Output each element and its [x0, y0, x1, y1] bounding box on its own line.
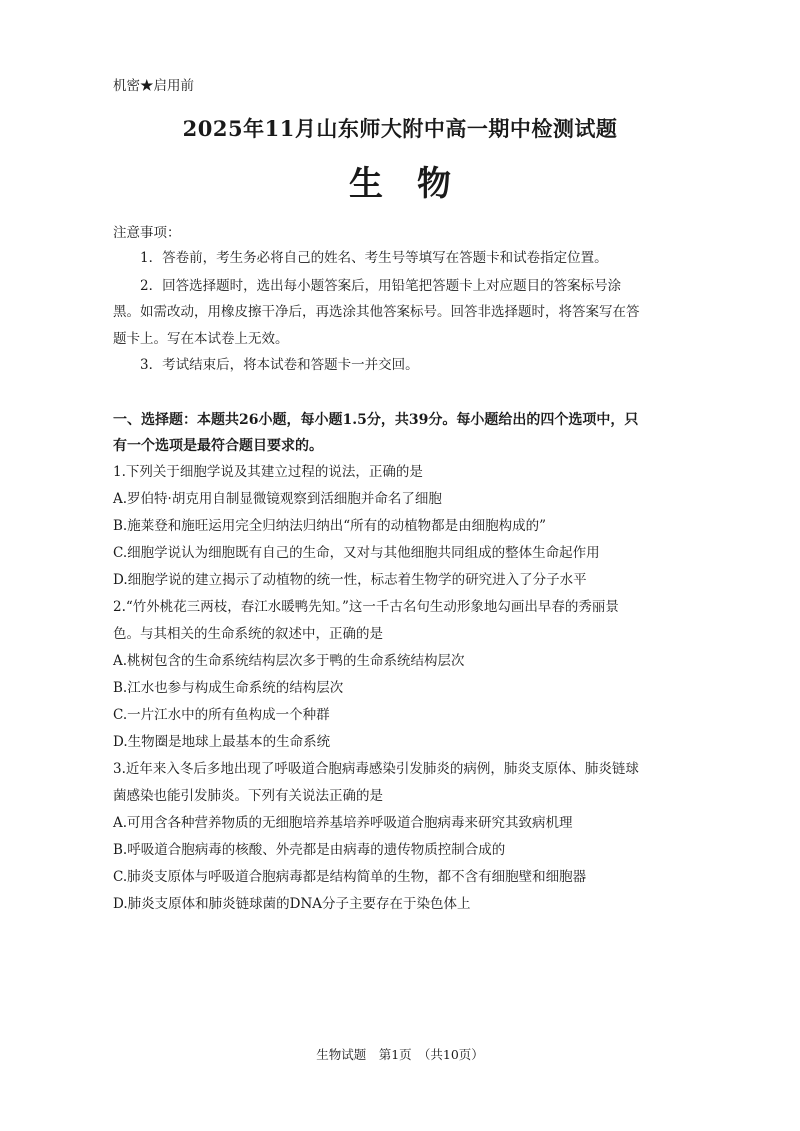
question-stem: 2.“竹外桃花三两枝，春江水暖鸭先知。”这一千古名句生动形象地勾画出早春的秀丽景: [113, 599, 619, 615]
section-heading: 一、选择题：本题共26小题，每小题1.5分，共39分。每小题给出的四个选项中，只: [113, 412, 639, 428]
notice-line: 3．考试结束后，将本试卷和答题卡一并交回。: [140, 357, 419, 373]
confidential-mark: 机密★启用前: [113, 78, 194, 94]
notice-line: 黑。如需改动，用橡皮擦干净后，再选涂其他答案标号。回答非选择题时，将答案写在答: [113, 304, 640, 320]
question-option: D.肺炎支原体和肺炎链球菌的DNA分子主要存在于染色体上: [113, 896, 471, 912]
notice-heading: 注意事项：: [113, 225, 181, 241]
question-option: C.细胞学说认为细胞既有自己的生命，又对与其他细胞共同组成的整体生命起作用: [113, 545, 600, 561]
exam-title: 2025年11月山东师大附中高一期中检测试题: [182, 116, 618, 141]
question-option: A.桃树包含的生命系统结构层次多于鸭的生命系统结构层次: [113, 653, 465, 669]
question-option: D.细胞学说的建立揭示了动植物的统一性，标志着生物学的研究进入了分子水平: [113, 572, 587, 588]
question-stem: 3.近年来入冬后多地出现了呼吸道合胞病毒感染引发肺炎的病例，肺炎支原体、肺炎链球: [113, 761, 639, 777]
question-stem: 1.下列关于细胞学说及其建立过程的说法，正确的是: [113, 464, 423, 480]
notice-line: 2．回答选择题时，选出每小题答案后，用铅笔把答题卡上对应题目的答案标号涂: [140, 278, 622, 294]
question-option: A.罗伯特·胡克用自制显微镜观察到活细胞并命名了细胞: [113, 491, 442, 507]
question-option: D.生物圈是地球上最基本的生命系统: [113, 734, 331, 750]
question-stem: 菌感染也能引发肺炎。下列有关说法正确的是: [113, 788, 383, 804]
notice-line: 题卡上。写在本试卷上无效。: [113, 331, 289, 347]
question-stem: 色。与其相关的生命系统的叙述中，正确的是: [113, 626, 383, 642]
question-option: A.可用含各种营养物质的无细胞培养基培养呼吸道合胞病毒来研究其致病机理: [113, 815, 573, 831]
section-heading: 有一个选项是最符合题目要求的。: [113, 438, 323, 454]
question-option: B.施莱登和施旺运用完全归纳法归纳出“所有的动植物都是由细胞构成的”: [113, 518, 547, 534]
question-option: C.肺炎支原体与呼吸道合胞病毒都是结构简单的生物，都不含有细胞壁和细胞器: [113, 869, 587, 885]
notice-line: 1．答卷前，考生务必将自己的姓名、考生号等填写在答题卡和试卷指定位置。: [140, 250, 608, 266]
page-footer: 生物试题 第1页 （共10页）: [316, 1047, 484, 1062]
question-option: B.呼吸道合胞病毒的核酸、外壳都是由病毒的遗传物质控制合成的: [113, 842, 506, 858]
question-option: C.一片江水中的所有鱼构成一个种群: [113, 707, 330, 723]
question-option: B.江水也参与构成生命系统的结构层次: [113, 680, 344, 696]
subject-title: 生 物: [349, 164, 451, 204]
